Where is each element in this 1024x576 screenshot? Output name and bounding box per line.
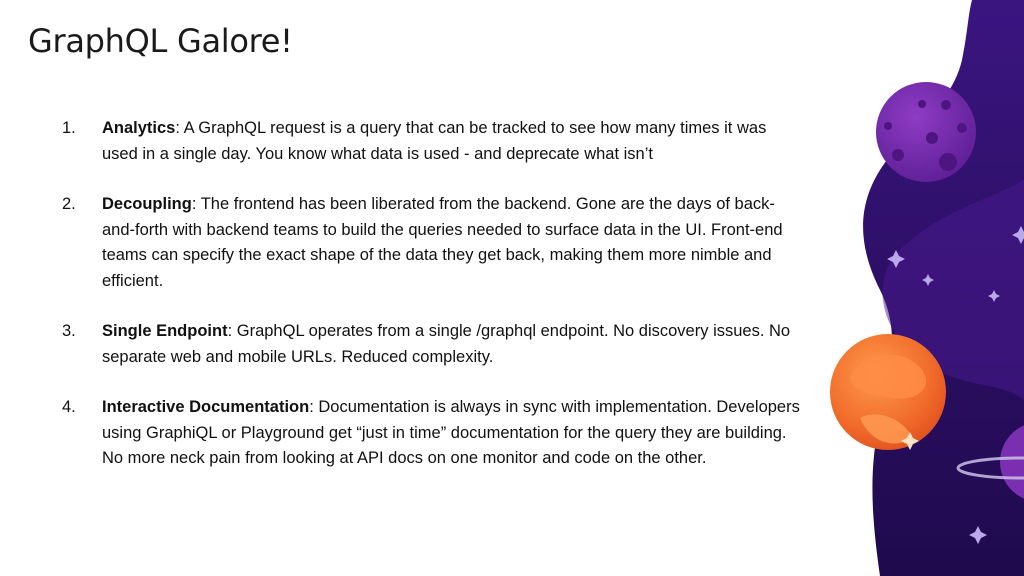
item-text [102,192,802,294]
purple-planet-icon [876,82,976,182]
item-number: 2. [62,195,76,213]
list-item-decoupling [62,192,802,294]
content-list [62,116,802,497]
item-number: 1. [62,119,76,137]
item-text [102,116,802,167]
item-text [102,319,802,370]
list-item-single-endpoint [62,319,802,370]
item-description: : Documentation is always in sync with implementation. Developers using GraphiQL or Playground get “just in time” documentation for the query they are building. No more neck pain from looking at API docs on one monitor and code on the other. [102,398,800,467]
list-item-interactive-documentation [62,395,802,472]
item-description: : A GraphQL request is a query that can be tracked to see how many times it was used in a single day. You know what data is used - and deprecate what isn’t [102,119,767,163]
item-term: Interactive Documentation [102,398,310,416]
item-number: 3. [62,322,76,340]
space-illustration [812,0,1024,576]
list-item-analytics [62,116,802,167]
item-term: Decoupling [102,195,192,213]
item-term: Single Endpoint [102,322,228,340]
item-text [102,395,802,472]
item-number: 4. [62,398,76,416]
slide-title: GraphQL Galore! [28,22,293,60]
orange-planet-icon [830,334,946,450]
item-description: : GraphQL operates from a single /graphql endpoint. No discovery issues. No separate web and mobile URLs. Reduced complexity. [102,322,791,366]
item-term: Analytics [102,119,176,137]
item-description: : The frontend has been liberated from the backend. Gone are the days of back-and-forth with backend teams to build the queries needed to surface data in the UI. Front-end teams can specify the exact shape of the data they get back, making them more nimble and efficient. [102,195,783,290]
